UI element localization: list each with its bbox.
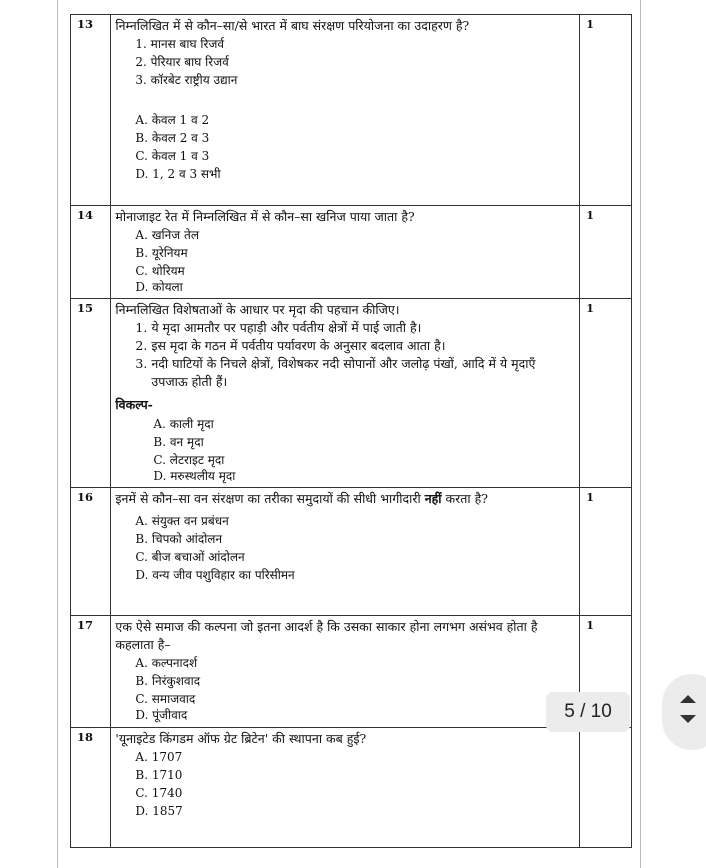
statement: 2. इस मृदा के गठन में पर्वतीय पर्यावरण के अनुसार बदलाव आता है।	[135, 338, 446, 353]
option: B. यूरेनियम	[135, 246, 188, 260]
option: C. थोरियम	[135, 264, 185, 278]
question-body	[111, 616, 580, 728]
page-indicator: 5 / 10	[546, 692, 630, 732]
question-number: 16	[71, 488, 111, 616]
question-row	[71, 299, 632, 488]
question-number: 17	[71, 616, 111, 728]
option: C. 1740	[135, 786, 183, 800]
question-number: 18	[71, 728, 111, 848]
option: D. मरुस्थलीय मृदा	[153, 469, 236, 483]
statement: 1. ये मृदा आमतौर पर पहाड़ी और पर्वतीय क्षेत्रों में पाई जाती है।	[135, 320, 422, 335]
marks: 1	[580, 206, 632, 299]
page-nav-control[interactable]	[662, 674, 706, 750]
question-text: निम्नलिखित विशेषताओं के आधार पर मृदा की पहचान कीजिए।	[115, 302, 400, 317]
question-row	[71, 206, 632, 299]
option: A. केवल 1 व 2	[135, 113, 210, 127]
question-row	[71, 728, 632, 848]
option: B. चिपको आंदोलन	[135, 532, 223, 546]
marks: 1	[580, 488, 632, 616]
question-body	[111, 728, 580, 848]
question-body	[111, 206, 580, 299]
emphasis-not: नहीं	[424, 491, 442, 506]
question-number: 15	[71, 299, 111, 488]
option: B. वन मृदा	[153, 435, 204, 449]
question-body	[111, 488, 580, 616]
option: D. पूंजीवाद	[135, 708, 188, 722]
statement: 2. पेरियार बाघ रिजर्व	[135, 55, 229, 69]
question-row	[71, 488, 632, 616]
option: D. 1, 2 व 3 सभी	[135, 167, 221, 181]
statement: 3. कॉरबेट राष्ट्रीय उद्यान	[135, 73, 238, 87]
question-text: एक ऐसे समाज की कल्पना जो इतना आदर्श है कि उसका साकार होना लगभग असंभव होता है कहलाता है–	[115, 619, 538, 652]
marks: 1	[580, 616, 632, 728]
options-label: विकल्प-	[115, 397, 153, 412]
marks: 1	[580, 15, 632, 206]
question-number: 13	[71, 15, 111, 206]
option: D. 1857	[135, 804, 183, 818]
option: C. केवल 1 व 3	[135, 149, 210, 163]
option: A. 1707	[135, 750, 183, 764]
option: B. 1710	[135, 768, 183, 782]
option: A. काली मृदा	[153, 417, 214, 431]
option: C. समाजवाद	[135, 692, 196, 706]
option: C. लेटराइट मृदा	[153, 453, 225, 467]
option: A. खनिज तेल	[135, 228, 199, 242]
question-body	[111, 299, 580, 488]
statement: 3. नदी घाटियों के निचले क्षेत्रों, विशेषकर नदी सोपानों और जलोढ़ पंखों, आदि में ये मृदाएँ उपजाऊ होती हैं।	[135, 356, 536, 389]
marks: 1	[580, 299, 632, 488]
option: A. कल्पनादर्श	[135, 656, 198, 670]
option: D. वन्य जीव पशुविहार का परिसीमन	[135, 568, 295, 582]
question-text: निम्नलिखित में से कौन–सा/से भारत में बाघ संरक्षण परियोजना का उदाहरण है?	[115, 18, 470, 33]
option: B. केवल 2 व 3	[135, 131, 210, 145]
option: B. निरंकुशवाद	[135, 674, 201, 688]
question-row	[71, 15, 632, 206]
question-text: मोनाजाइट रेत में निम्नलिखित में से कौन–सा खनिज पाया जाता है?	[115, 209, 415, 224]
chevron-down-icon[interactable]	[680, 715, 696, 723]
option: C. बीज बचाओं आंदोलन	[135, 550, 245, 564]
question-body	[111, 15, 580, 206]
chevron-up-icon[interactable]	[680, 695, 696, 703]
statement: 1. मानस बाघ रिजर्व	[135, 37, 225, 51]
question-number: 14	[71, 206, 111, 299]
question-text: इनमें से कौन–सा वन संरक्षण का तरीका समुदायों की सीधी भागीदारी नहीं करता है?	[115, 491, 488, 506]
option: A. संयुक्त वन प्रबंधन	[135, 514, 229, 528]
option: D. कोयला	[135, 280, 183, 294]
marks	[580, 728, 632, 848]
question-text: 'यूनाइटेड किंगडम ऑफ ग्रेट ब्रिटेन' की स्थापना कब हुई?	[115, 731, 367, 746]
